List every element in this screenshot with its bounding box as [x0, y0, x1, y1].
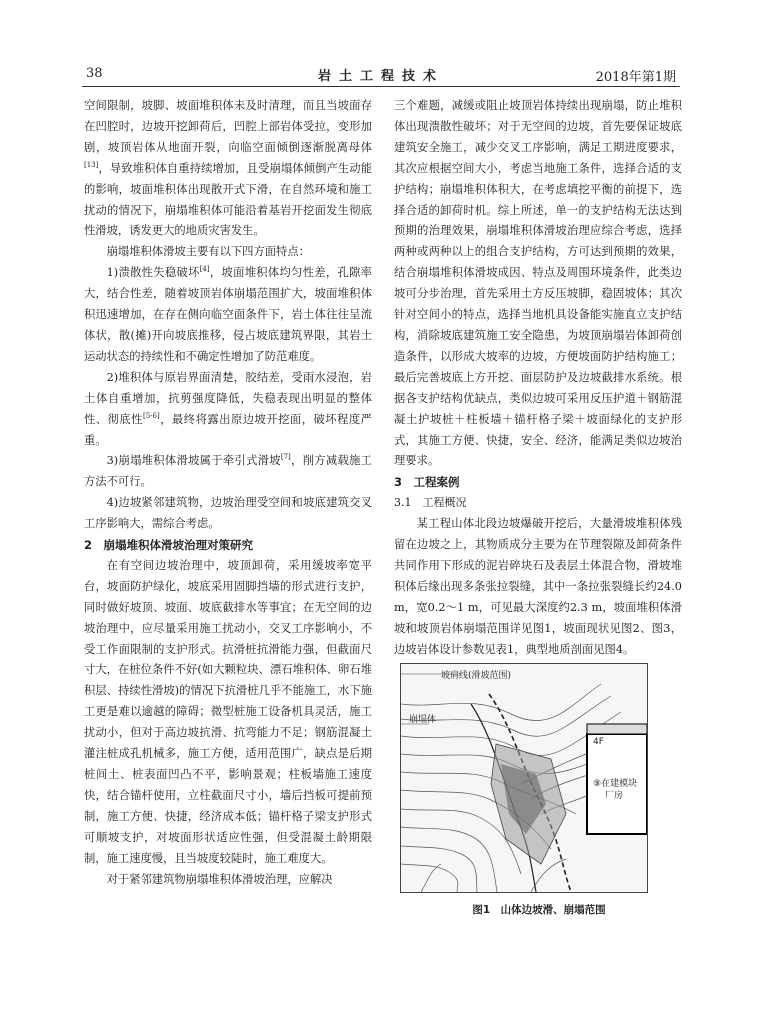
figure-label: 厂房: [605, 791, 624, 801]
paragraph: 1)溃散性失稳破坏[4]，坡面堆积体均匀性差，孔隙率大，结合性差，随着坡顶岩体崩塌范围扩大，坡面堆积体积迅速增加，在存在侧向临空面条件下，岩土体往往呈流体状，散(摊)开向坡底推移，侵占坡底建筑界限，其岩土运动状态的持续性和不确定性增加了防范难度。: [84, 265, 372, 363]
paragraph: 4)边坡紧邻建筑物，边坡治理受空间和坡底建筑交叉工序影响大，需综合考虑。: [84, 496, 372, 531]
paragraph: 三个难题，减缓或阻止坡顶岩体持续出现崩塌，防止堆积体出现溃散性破坏；对于无空间的边坡，首先要保证坡底建筑安全施工，减少交叉工序影响，满足工期进度要求，其次应根据空间大小，考虑当地施工条件，选择合适的支护结构；崩塌堆积体积大，在考虑填挖平衡的前提下，选择合适的卸荷时机。综上所述，单一的支护结构无法达到预期的治理效果，崩塌堆积体滑坡治理应综合考虑，选择两种或两种以上的组合支护结构，方可达到预期的效果，结合崩塌堆积体滑坡成因、特点及周围环境条件，此类边坡可分步治理，首先采用土方反压坡脚，稳固坡体；其次针对空间小的特点，选择当地机具设备能实施直立支护结构，消除坡底建筑施工安全隐患，为坡顶崩塌岩体卸荷创造条件，以形成大坡率的边坡，方便坡面防护结构施工；最后完善坡底上方开挖、面层防护及边坡截排水系统。根据各支护结构优缺点，类似边坡可采用反压护道＋钢筋混凝土护坡桩＋柱板墙＋锚杆格子梁＋坡面绿化的支护形式，其施工方便、快捷，安全、经济，能满足类似边坡治理要求。: [394, 99, 682, 468]
subsection-heading: 3.1 工程概况: [394, 496, 467, 510]
section-heading: 3 工程案例: [394, 475, 460, 490]
page-number: 38: [86, 66, 103, 81]
paragraph: 崩塌堆积体滑坡主要有以下四方面特点：: [106, 245, 310, 259]
issue-label: 2018年第1期: [595, 70, 676, 85]
figure-label: 4F: [593, 737, 604, 747]
paragraph: 对于紧邻建筑物崩塌堆积体滑坡治理，应解决: [106, 872, 333, 886]
figure-1-map: [400, 663, 648, 893]
left-column: [84, 96, 372, 890]
figure-caption: 图1 山体边坡滑、崩塌范围: [472, 904, 606, 916]
paragraph: 在有空间边坡治理中，坡顶卸荷，采用缓坡率宽平台，坡面防护绿化，坡底采用固脚挡墙的形式进行支护，同时做好坡顶、坡面、坡底截排水等事宜；在无空间的边坡治理中，应尽量采用施工扰动小，交叉工序影响小，不受工作面限制的支护形式。抗滑桩抗滑能力强，但截面尺寸大，在桩位条件不好(如大颗粒块、漂石堆积体、卵石堆积层、持续性滑坡)的情况下抗滑桩几乎不能施工，水下施工更是难以逾越的障碍；微型桩施工设备机具灵活，施工扰动小，但对于高边坡抗滑、抗弯能力不足；钢筋混凝土灌注桩成孔机械多，施工方便，适用范围广，缺点是后期桩间土、桩表面凹凸不平，影响景观；柱板墙施工速度快，结合锚杆使用，立柱截面尺寸小，墙后挡板可提前预制，施工方便、快捷，经济成本低；锚杆格子梁支护形式可顺坡支护，对坡面形状适应性强，但受混凝土龄期限制，施工速度慢，且当坡度较陡时，施工难度大。: [84, 558, 372, 865]
paragraph: 空间限制，坡脚、坡面堆积体未及时清理，而且当坡面存在凹腔时，边坡开挖卸荷后，凹腔上部岩体受拉，变形加剧，坡顶岩体从地面开裂，向临空面倾倒逐渐脱离母体[13]，导致堆积体自重持续增加，且受崩塌体倾倒产生动能的影响，坡面堆积体出现散开式下滑，在自然环境和施工扰动的情况下，崩塌堆积体可能沿着基岩开挖面发生彻底性滑坡，诱发更大的地质灾害发生。: [84, 99, 372, 238]
figure-label: ⑨在建模块: [593, 779, 638, 789]
right-column: [394, 96, 682, 660]
paragraph: 2)堆积体与原岩界面清楚，胶结差，受雨水浸泡，岩土体自重增加，抗剪强度降低，失稳表现出明显的整体性、彻底性[5-6]，最终将露出原边坡开挖面，破坏程度严重。: [84, 370, 372, 447]
journal-title: 岩土工程技术: [317, 69, 444, 84]
running-header: [82, 60, 680, 87]
paragraph: 某工程山体北段边坡爆破开挖后，大量滑坡堆积体残留在边坡之上，其物质成分主要为在节理裂隙及卸荷条件共同作用下形成的泥岩碎块石及表层土体混合物，滑坡堆积体后缘出现多条张拉裂缝，其中一条拉张裂缝长约24.0 m，宽0.2～1 m，可见最大深度约2.3 m，坡面堆积体滑坡和坡顶岩体崩塌范围详见图1，坡面现状见图2、图3，边坡岩体设计参数见表1，典型地质剖面见图4。: [394, 517, 682, 656]
figure-label: 崩塌体: [409, 715, 437, 725]
figure-label: 坡肩线(滑坡范围): [441, 671, 512, 681]
section-heading: 2 崩塌堆积体滑坡治理对策研究: [84, 538, 253, 553]
paragraph: 3)崩塌堆积体滑坡属于牵引式滑坡[7]，削方减载施工方法不可行。: [84, 453, 372, 489]
